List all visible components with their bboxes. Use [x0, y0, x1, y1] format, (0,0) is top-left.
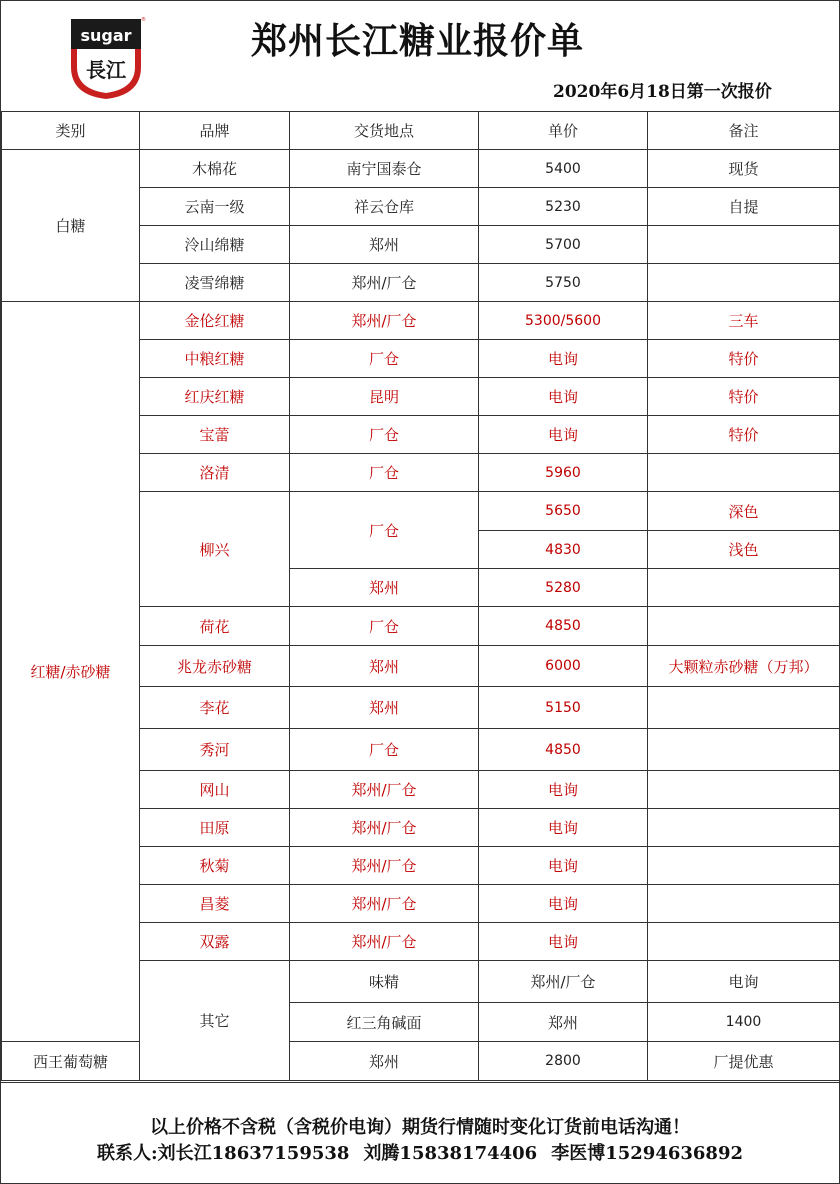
table-row: [2, 150, 840, 188]
contact-label: 联系人:: [97, 1143, 158, 1164]
table-row: [2, 1042, 840, 1081]
price-cell: 电询: [479, 340, 648, 378]
note-cell: [648, 264, 840, 302]
contact-line: [1, 1139, 839, 1165]
note-cell: 深色: [648, 492, 840, 531]
location-cell: 厂仓: [290, 607, 479, 646]
location-cell: 郑州/厂仓: [290, 885, 479, 923]
price-table: [1, 111, 840, 1081]
svg-text:®: ®: [141, 17, 146, 23]
price-cell: 5300/5600: [479, 302, 648, 340]
price-cell: 电询: [479, 923, 648, 961]
brand-cell: 洛清: [140, 454, 290, 492]
note-cell: [648, 847, 840, 885]
location-cell: 郑州: [290, 569, 479, 607]
col-header-price: 单价: [479, 112, 648, 150]
price-cell: 1400: [648, 1003, 840, 1042]
contact-person: 刘长江18637159538: [157, 1143, 350, 1164]
note-cell: 厂提优惠: [648, 1042, 840, 1081]
note-cell: 自提: [648, 188, 840, 226]
brand-cell: 红庆红糖: [140, 378, 290, 416]
note-cell: [648, 923, 840, 961]
brand-cell: 西王葡萄糖: [2, 1042, 140, 1081]
location-cell: 郑州/厂仓: [290, 771, 479, 809]
location-cell: 郑州: [290, 646, 479, 687]
contact-person: 李医博15294636892: [551, 1143, 743, 1164]
location-cell: 厂仓: [290, 492, 479, 569]
price-cell: 6000: [479, 646, 648, 687]
location-cell: 厂仓: [290, 416, 479, 454]
note-cell: 特价: [648, 378, 840, 416]
note-cell: [648, 729, 840, 771]
quote-date: 2020年6月18日第一次报价: [553, 82, 772, 102]
location-cell: 祥云仓库: [290, 188, 479, 226]
location-cell: 厂仓: [290, 454, 479, 492]
footer: [1, 1082, 839, 1184]
logo-text: sugar: [80, 26, 132, 45]
price-cell: 电询: [648, 961, 840, 1003]
price-cell: 4830: [479, 531, 648, 569]
note-cell: [648, 687, 840, 729]
table-header-row: [2, 112, 840, 150]
note-cell: [648, 809, 840, 847]
price-cell: 5750: [479, 264, 648, 302]
brand-cell: 秋菊: [140, 847, 290, 885]
note-cell: [648, 607, 840, 646]
note-cell: 特价: [648, 416, 840, 454]
contact-person: 刘腾15838174406: [363, 1143, 538, 1164]
col-header-location: 交货地点: [290, 112, 479, 150]
location-cell: 郑州/厂仓: [479, 961, 648, 1003]
brand-cell: 中粮红糖: [140, 340, 290, 378]
note-cell: 浅色: [648, 531, 840, 569]
location-cell: 郑州: [479, 1003, 648, 1042]
price-cell: 电询: [479, 378, 648, 416]
brand-cell: 双露: [140, 923, 290, 961]
brand-cell: 李花: [140, 687, 290, 729]
col-header-brand: 品牌: [140, 112, 290, 150]
price-cell: 电询: [479, 809, 648, 847]
note-cell: [648, 226, 840, 264]
price-cell: 5700: [479, 226, 648, 264]
price-cell: 5400: [479, 150, 648, 188]
price-cell: 5280: [479, 569, 648, 607]
company-logo: [67, 15, 145, 101]
group-other: 其它: [140, 961, 290, 1081]
brand-cell: 昌菱: [140, 885, 290, 923]
table-row: [2, 302, 840, 340]
brand-cell: 柳兴: [140, 492, 290, 607]
note-cell: 大颗粒赤砂糖（万邦）: [648, 646, 840, 687]
note-cell: 现货: [648, 150, 840, 188]
location-cell: 厂仓: [290, 729, 479, 771]
note-cell: 三车: [648, 302, 840, 340]
brand-cell: 泠山绵糖: [140, 226, 290, 264]
location-cell: 郑州: [290, 687, 479, 729]
header: [1, 1, 839, 112]
brand-cell: 兆龙赤砂糖: [140, 646, 290, 687]
group-red-sugar: 红糖/赤砂糖: [2, 302, 140, 1042]
price-cell: 4850: [479, 729, 648, 771]
location-cell: 郑州/厂仓: [290, 923, 479, 961]
price-cell: 5650: [479, 492, 648, 531]
location-cell: 郑州: [290, 1042, 479, 1081]
location-cell: 郑州/厂仓: [290, 847, 479, 885]
location-cell: 郑州/厂仓: [290, 264, 479, 302]
brand-cell: 网山: [140, 771, 290, 809]
location-cell: 南宁国泰仓: [290, 150, 479, 188]
brand-cell: 凌雪绵糖: [140, 264, 290, 302]
price-cell: 电询: [479, 847, 648, 885]
note-cell: [648, 569, 840, 607]
price-disclaimer: 以上价格不含税（含税价电询）期货行情随时变化订货前电话沟通！: [150, 1117, 690, 1138]
col-header-category: 类别: [2, 112, 140, 150]
price-cell: 5230: [479, 188, 648, 226]
note-cell: [648, 454, 840, 492]
location-cell: 郑州/厂仓: [290, 302, 479, 340]
brand-cell: 荷花: [140, 607, 290, 646]
price-cell: 5150: [479, 687, 648, 729]
brand-cell: 红三角碱面: [290, 1003, 479, 1042]
note-cell: 特价: [648, 340, 840, 378]
page-title: 郑州长江糖业报价单: [251, 20, 585, 62]
location-cell: 郑州: [290, 226, 479, 264]
brand-cell: 味精: [290, 961, 479, 1003]
price-cell: 电询: [479, 416, 648, 454]
brand-cell: 田原: [140, 809, 290, 847]
price-cell: 2800: [479, 1042, 648, 1081]
brand-cell: 秀河: [140, 729, 290, 771]
price-cell: 5960: [479, 454, 648, 492]
col-header-note: 备注: [648, 112, 840, 150]
location-cell: 郑州/厂仓: [290, 809, 479, 847]
brand-cell: 木棉花: [140, 150, 290, 188]
price-cell: 4850: [479, 607, 648, 646]
note-cell: [648, 771, 840, 809]
brand-cell: 金伦红糖: [140, 302, 290, 340]
note-cell: [648, 885, 840, 923]
location-cell: 厂仓: [290, 340, 479, 378]
location-cell: 昆明: [290, 378, 479, 416]
logo-sub-text: 長江: [86, 58, 126, 82]
group-white-sugar: 白糖: [2, 150, 140, 302]
price-cell: 电询: [479, 885, 648, 923]
brand-cell: 宝蕾: [140, 416, 290, 454]
brand-cell: 云南一级: [140, 188, 290, 226]
price-cell: 电询: [479, 771, 648, 809]
